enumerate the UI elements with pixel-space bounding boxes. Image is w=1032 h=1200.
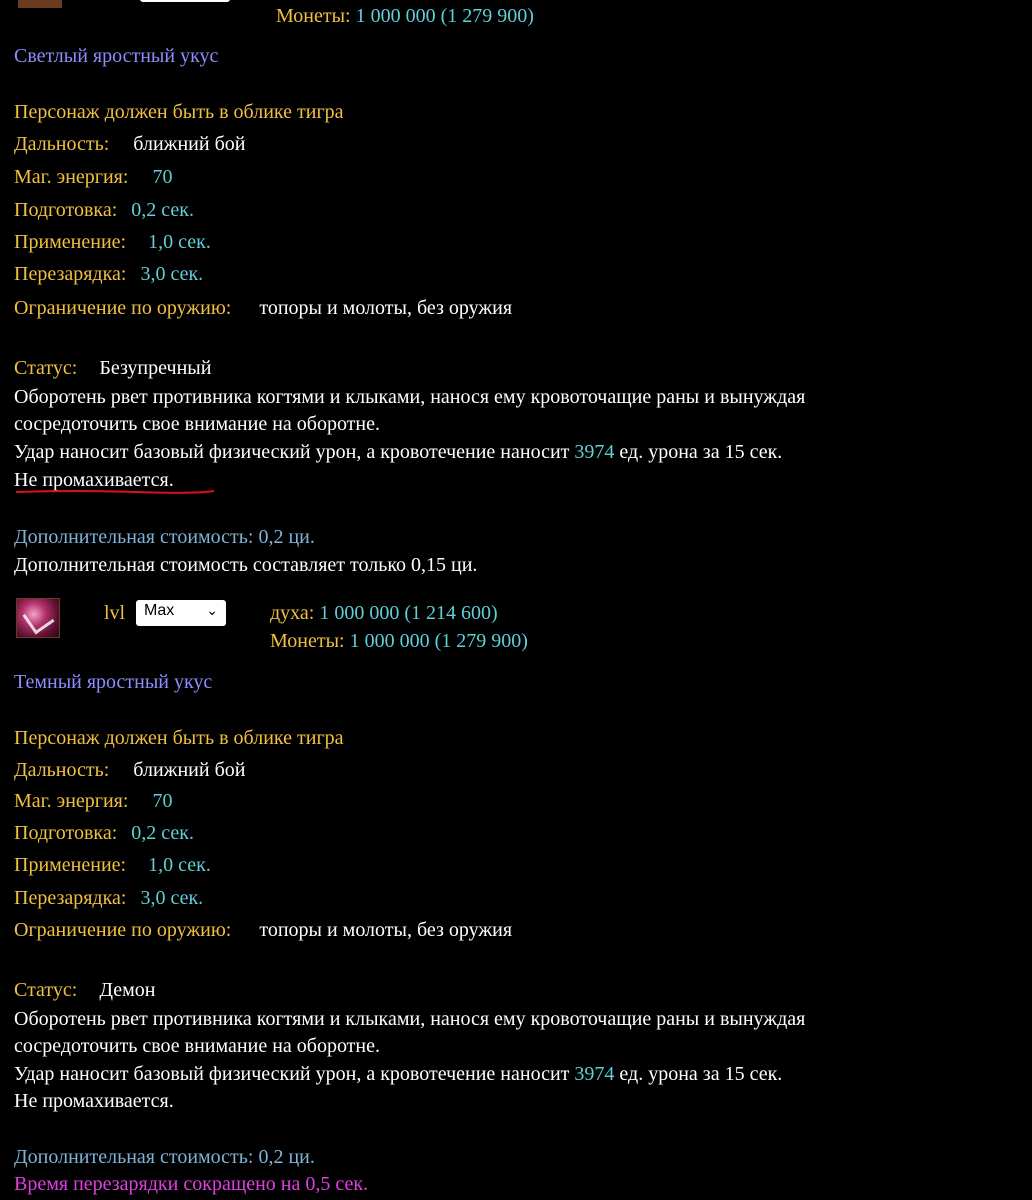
- chevron-down-icon: ⌄: [206, 602, 218, 618]
- level-select[interactable]: Max ⌄: [136, 600, 226, 626]
- range-row: Дальность: ближний бой: [14, 133, 246, 155]
- skill-name: Темный яростный укус: [14, 671, 213, 693]
- level-label: lvl: [104, 602, 126, 624]
- description-line-2: сосредоточить свое внимание на оборотне.: [14, 1035, 381, 1057]
- mana-row: Маг. энергия: 70: [14, 166, 173, 188]
- skill-icon-partial: [18, 0, 62, 8]
- status-row: Статус: Безупречный: [14, 357, 212, 379]
- spirit-row: духа: 1 000 000 (1 214 600): [270, 602, 498, 624]
- use-row: Применение: 1,0 сек.: [14, 231, 211, 253]
- description-line-3: Удар наносит базовый физический урон, а кровотечение наносит 3974 ед. урона за 15 сек.: [14, 1063, 783, 1085]
- extra-cost-note: Дополнительная стоимость составляет только 0,15 ци.: [14, 554, 478, 576]
- prep-row: Подготовка: 0,2 сек.: [14, 199, 194, 221]
- description-line-3: Удар наносит базовый физический урон, а кровотечение наносит 3974 ед. урона за 15 сек.: [14, 441, 783, 463]
- weapon-row: Ограничение по оружию: топоры и молоты, без оружия: [14, 297, 513, 319]
- description-line-4: Не промахивается.: [14, 1090, 174, 1112]
- cooldown-reduction-note: Время перезарядки сокращено на 0,5 сек.: [14, 1173, 369, 1195]
- description-line-2: сосредоточить свое внимание на оборотне.: [14, 413, 381, 435]
- range-row: Дальность: ближний бой: [14, 759, 246, 781]
- coins-row: Монеты: 1 000 000 (1 279 900): [270, 630, 528, 652]
- coins-value: 1 000 000 (1 279 900): [355, 5, 534, 27]
- skill-icon: [16, 598, 60, 638]
- extra-cost: Дополнительная стоимость: 0,2 ци.: [14, 526, 315, 548]
- cooldown-row: Перезарядка: 3,0 сек.: [14, 263, 204, 285]
- level-select-partial[interactable]: [140, 0, 230, 2]
- status-row: Статус: Демон: [14, 979, 156, 1001]
- extra-cost: Дополнительная стоимость: 0,2 ци.: [14, 1146, 315, 1168]
- description-line-1: Оборотень рвет противника когтями и клыками, нанося ему кровоточащие раны и вынуждая: [14, 1008, 806, 1030]
- use-row: Применение: 1,0 сек.: [14, 854, 211, 876]
- prep-row: Подготовка: 0,2 сек.: [14, 822, 194, 844]
- red-underline-annotation: [16, 489, 214, 495]
- requirement-text: Персонаж должен быть в облике тигра: [14, 101, 344, 123]
- weapon-row: Ограничение по оружию: топоры и молоты, без оружия: [14, 919, 513, 941]
- mana-row: Маг. энергия: 70: [14, 790, 173, 812]
- requirement-text: Персонаж должен быть в облике тигра: [14, 727, 344, 749]
- description-line-1: Оборотень рвет противника когтями и клыками, нанося ему кровоточащие раны и вынуждая: [14, 386, 806, 408]
- coins-row-top: Монеты: 1 000 000 (1 279 900): [276, 5, 534, 27]
- skill-name: Светлый яростный укус: [14, 45, 219, 67]
- cooldown-row: Перезарядка: 3,0 сек.: [14, 887, 204, 909]
- description-line-4: Не промахивается.: [14, 469, 174, 491]
